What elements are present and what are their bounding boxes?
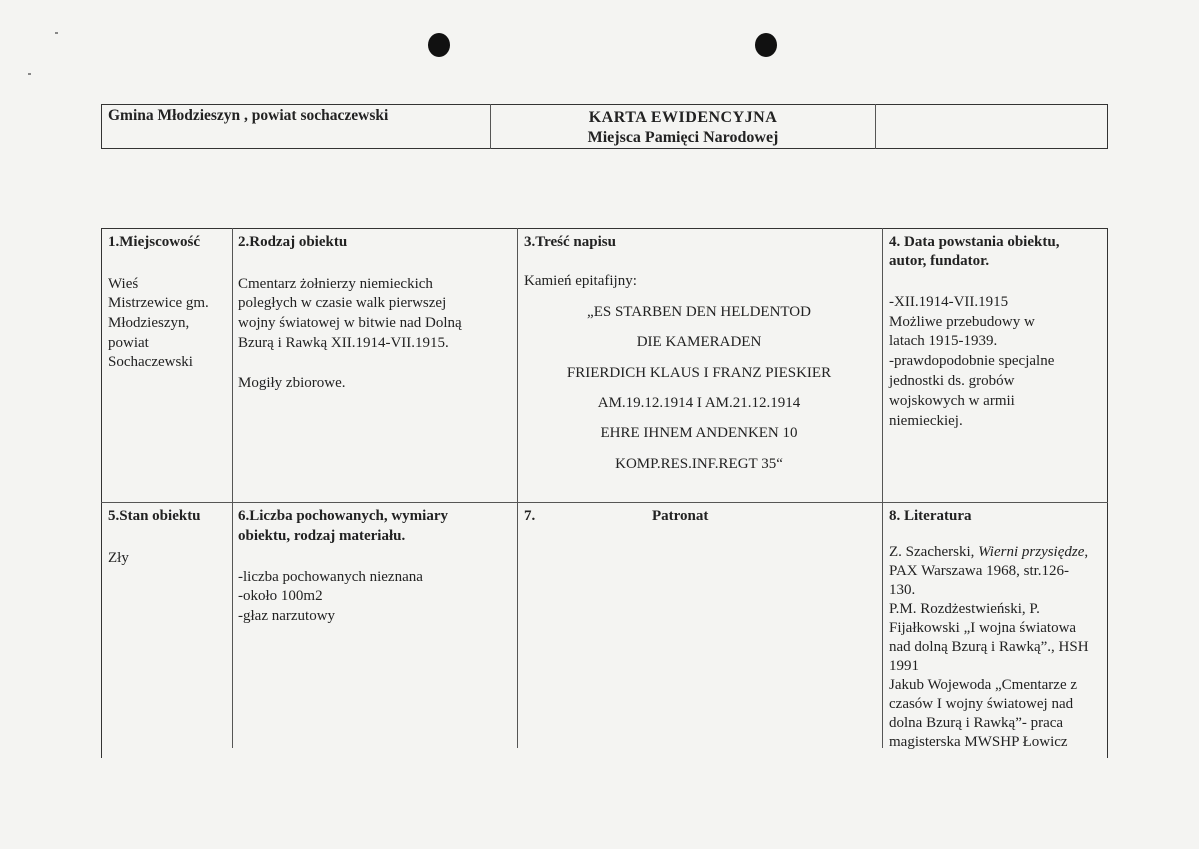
cell-3-intro: Kamień epitafijny: bbox=[524, 273, 637, 289]
inscription-line: KOMP.RES.INF.REGT 35“ bbox=[615, 456, 783, 472]
literature-line: P.M. Rozdżestwieński, P. bbox=[889, 601, 1040, 617]
inscription-line: FRIERDICH KLAUS I FRANZ PIESKIER bbox=[566, 365, 832, 381]
cell-4-heading: autor, fundator. bbox=[889, 253, 990, 269]
cell-6-line: -około 100m2 bbox=[238, 588, 323, 604]
literature-line: dolna Bzurą i Rawką”- praca bbox=[889, 715, 1064, 731]
punch-hole-left bbox=[428, 33, 450, 57]
inscription-line: EHRE IHNEM ANDENKEN 10 bbox=[600, 425, 798, 441]
column-divider bbox=[517, 228, 518, 748]
inscription-line: AM.19.12.1914 I AM.21.12.1914 bbox=[597, 395, 801, 411]
cell-3-heading: 3.Treść napisu bbox=[524, 234, 616, 250]
inscription-line: „ES STARBEN DEN HELDENTOD bbox=[587, 304, 811, 320]
literature-line: czasów I wojny światowej nad bbox=[889, 696, 1074, 712]
header-divider bbox=[875, 104, 876, 149]
cell-1-heading: 1.Miejscowość bbox=[108, 234, 201, 250]
literature-line: Fijałkowski „I wojna światowa bbox=[889, 620, 1077, 636]
scan-speck bbox=[55, 32, 58, 34]
literature-line: Jakub Wojewoda „Cmentarze z bbox=[889, 677, 1078, 693]
inscription-line: DIE KAMERADEN bbox=[636, 334, 762, 350]
cell-1-line: Młodzieszyn, bbox=[108, 315, 190, 331]
cell-4-heading: 4. Data powstania obiektu, bbox=[889, 234, 1060, 250]
cell-6-heading: obiektu, rodzaj materiału. bbox=[238, 528, 406, 544]
header-title: KARTA EWIDENCYJNA bbox=[588, 109, 778, 126]
cell-1-line: Mistrzewice gm. bbox=[108, 295, 209, 311]
header-subtitle: Miejsca Pamięci Narodowej bbox=[587, 129, 779, 146]
literature-line: 130. bbox=[889, 582, 916, 598]
cell-2-line: wojny światowej w bitwie nad Dolną bbox=[238, 315, 462, 331]
cell-4-line: Możliwe przebudowy w bbox=[889, 314, 1035, 330]
row-divider bbox=[101, 502, 1108, 503]
cell-4-line: jednostki ds. grobów bbox=[889, 373, 1015, 389]
cell-2-line: Cmentarz żołnierzy niemieckich bbox=[238, 276, 433, 292]
cell-7-number: 7. bbox=[524, 508, 536, 524]
literature-punct: , bbox=[1084, 544, 1089, 560]
literature-line: nad dolną Bzurą i Rawką”., HSH bbox=[889, 639, 1089, 655]
cell-1-line: Wieś bbox=[108, 276, 139, 292]
header-gmina: Gmina Młodzieszyn , powiat sochaczewski bbox=[108, 107, 389, 124]
cell-1-line: Sochaczewski bbox=[108, 354, 193, 370]
cell-4-line: niemieckiej. bbox=[889, 413, 963, 429]
cell-2-extra: Mogiły zbiorowe. bbox=[238, 375, 346, 391]
punch-hole-right bbox=[755, 33, 777, 57]
cell-7-heading: Patronat bbox=[652, 508, 709, 524]
header-divider bbox=[490, 104, 491, 149]
cell-4-line: -prawdopodobnie specjalne bbox=[889, 353, 1055, 369]
scan-speck bbox=[28, 73, 31, 75]
literature-line: PAX Warszawa 1968, str.126- bbox=[889, 563, 1070, 579]
cell-4-line: -XII.1914-VII.1915 bbox=[889, 294, 1009, 310]
cell-5-heading: 5.Stan obiektu bbox=[108, 508, 201, 524]
cell-4-line: latach 1915-1939. bbox=[889, 333, 998, 349]
cell-6-line: -głaz narzutowy bbox=[238, 608, 336, 624]
literature-line bbox=[889, 543, 1088, 562]
cell-4-line: wojskowych w armii bbox=[889, 393, 1015, 409]
cell-1-line: powiat bbox=[108, 335, 149, 351]
literature-line: magisterska MWSHP Łowicz bbox=[889, 734, 1068, 750]
cell-2-heading: 2.Rodzaj obiektu bbox=[238, 234, 348, 250]
column-divider bbox=[232, 228, 233, 748]
column-divider bbox=[882, 228, 883, 748]
literature-book-title: Wierni przysiędze bbox=[978, 544, 1085, 560]
cell-6-heading: 6.Liczba pochowanych, wymiary bbox=[238, 508, 448, 524]
cell-8-heading: 8. Literatura bbox=[889, 508, 972, 524]
literature-author: Z. Szacherski, bbox=[889, 544, 979, 560]
cell-5-value: Zły bbox=[108, 550, 129, 566]
literature-line: 1991 bbox=[889, 658, 919, 674]
cell-2-line: Bzurą i Rawką XII.1914-VII.1915. bbox=[238, 335, 449, 351]
cell-6-line: -liczba pochowanych nieznana bbox=[238, 569, 423, 585]
cell-2-line: poległych w czasie walk pierwszej bbox=[238, 295, 447, 311]
